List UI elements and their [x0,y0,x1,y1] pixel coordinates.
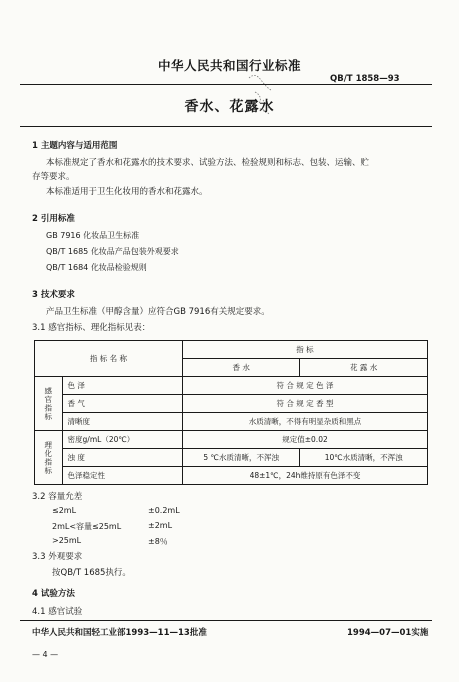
implementation-date: 1994—07—01实施 [347,628,429,638]
row-value-florida-water: 10℃水质清晰，不浑浊 [300,449,428,467]
row-value: 水质清晰，不得有明显杂质和黑点 [182,413,427,431]
tolerance-value: ±2mL [148,521,173,530]
section4-heading: 4 试验方法 [32,589,75,599]
section1-para1-line1: 本标准规定了香水和花露水的技术要求、试验方法、检验规则和标志、包装、运输、贮 [46,158,370,168]
row-label: 清晰度 [62,413,182,431]
title-rule [20,126,432,127]
row-value-perfume: 5 ℃水质清晰，不浑浊 [182,449,299,467]
section1-para1-line2: 存等要求。 [32,172,75,182]
issuer-title: 中华人民共和国行业标准 [157,58,301,73]
col-header-index: 指 标 [182,341,427,359]
row-value: 符 合 规 定 色 泽 [182,377,427,395]
col-header-perfume: 香 水 [182,359,299,377]
col-header-florida-water: 花 露 水 [300,359,428,377]
tolerance-value: ±0.2mL [148,506,180,515]
row-label: 色泽稳定性 [62,467,182,485]
category-sensory: 感官指标 [35,377,63,431]
subsection-3-3-text: 按QB/T 1685执行。 [52,568,131,578]
document-title: 香水、花露水 [184,99,275,115]
row-label: 密度g/mL（20℃） [62,431,182,449]
subsection-3-2: 3.2 容量允差 [32,492,83,502]
reference-item: QB/T 1685 化妆品产品包装外观要求 [46,247,179,256]
subsection-4-1: 4.1 感官试验 [32,607,83,617]
row-label: 香 气 [62,395,182,413]
tolerance-range: 2mL<容量≤25mL [52,522,122,531]
col-header-name: 指 标 名 称 [35,341,183,377]
category-physchem: 理化指标 [35,431,63,485]
section3-intro: 产品卫生标准（甲醇含量）应符合GB 7916有关规定要求。 [46,307,270,317]
tolerance-range: >25mL [52,536,82,545]
header-rule [20,84,432,85]
subsection-3-3: 3.3 外观要求 [32,552,83,562]
reference-item: QB/T 1684 化妆品检验规则 [46,263,147,272]
spec-table [34,340,428,485]
tolerance-value: ±8％ [148,537,168,546]
row-value: 48±1℃，24h维持原有色泽不变 [182,467,427,485]
page-number: — 4 — [32,650,59,659]
section1-heading: 1 主题内容与适用范围 [32,141,118,151]
section3-heading: 3 技术要求 [32,290,75,300]
section2-heading: 2 引用标准 [32,214,75,224]
row-value: 符 合 规 定 香 型 [182,395,427,413]
row-label: 浊 度 [62,449,182,467]
footer-rule [20,620,432,621]
standard-number: QB/T 1858—93 [330,74,400,84]
subsection-3-1: 3.1 感官指标、理化指标见表： [32,323,151,333]
row-value: 规定值±0.02 [182,431,427,449]
section1-para2: 本标准适用于卫生化妆用的香水和花露水。 [46,187,208,197]
reference-item: GB 7916 化妆品卫生标准 [46,231,140,240]
approval-line: 中华人民共和国轻工业部1993—11—13批准 [32,628,207,638]
row-label: 色 泽 [62,377,182,395]
tolerance-range: ≤2mL [52,506,77,515]
